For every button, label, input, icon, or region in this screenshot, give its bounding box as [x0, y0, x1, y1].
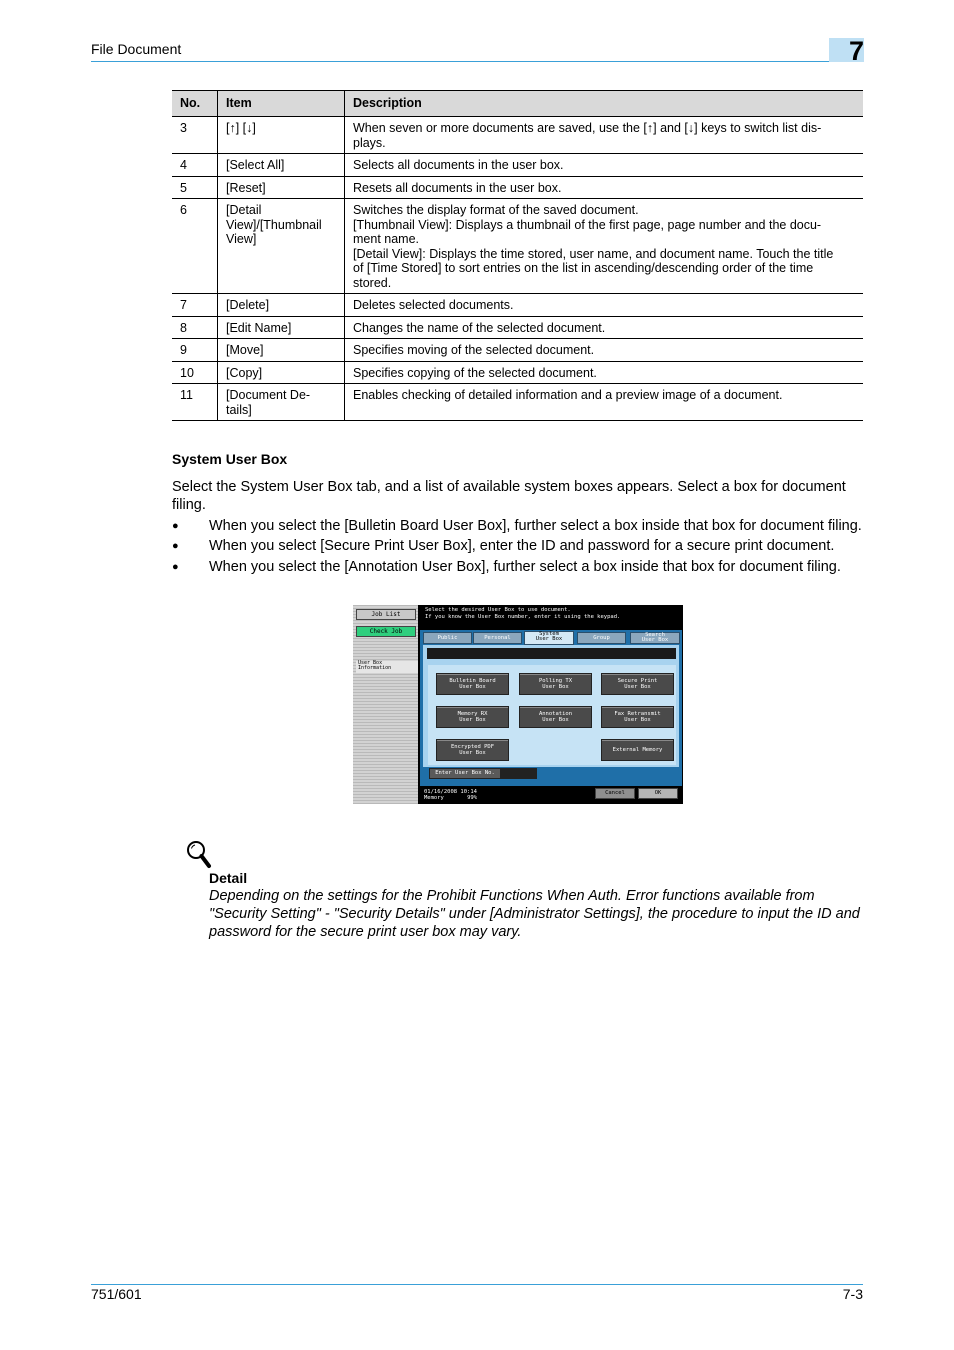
- cell-no: 9: [172, 339, 218, 362]
- cell-item: [Copy]: [218, 361, 345, 384]
- external-memory-button[interactable]: External Memory: [601, 739, 674, 761]
- screen-message: Select the desired User Box to use document. If you know the User Box number, enter it using the keypad.: [425, 607, 621, 620]
- cell-description: Changes the name of the selected document.: [345, 316, 864, 339]
- bullet-dot-icon: ●: [172, 561, 179, 573]
- table-row: [172, 339, 863, 362]
- cell-item: [Select All]: [218, 154, 345, 177]
- tab-search-user-box[interactable]: Search User Box: [630, 632, 680, 644]
- detail-text: Depending on the settings for the Prohibit Functions When Auth. Error functions available from "Security Setting" - "Security Details" under [Administrator Settings], the procedure to input the ID and password for the secure print user box may vary.: [209, 888, 860, 940]
- cell-item: [Document De- tails]: [218, 384, 345, 421]
- table-row: [172, 294, 863, 317]
- table-row: [172, 154, 863, 177]
- user-box-information-label: User Box Information: [358, 660, 392, 671]
- table-row: [172, 176, 863, 199]
- cell-item: [↑] [↓]: [218, 117, 345, 154]
- table-row: [172, 361, 863, 384]
- section-intro: Select the System User Box tab, and a list of available system boxes appears. Select a box for document filing.: [172, 479, 846, 513]
- bullet-dot-icon: ●: [172, 520, 179, 532]
- cell-description: Enables checking of detailed information and a preview image of a document.: [345, 384, 864, 421]
- box-panel-title-bar: [427, 648, 676, 659]
- cell-description: Resets all documents in the user box.: [345, 176, 864, 199]
- bullet-text: When you select the [Annotation User Box], further select a box inside that box for document filing.: [209, 559, 841, 575]
- memory-value: 99%: [467, 795, 477, 801]
- secure-print-user-box-button[interactable]: Secure Print User Box: [601, 673, 674, 695]
- magnifier-icon: [186, 840, 212, 870]
- table-body: [172, 117, 863, 421]
- cell-item: [Reset]: [218, 176, 345, 199]
- ok-button[interactable]: OK: [638, 788, 678, 799]
- footer-model: 751/601: [91, 1286, 142, 1302]
- table-row: [172, 316, 863, 339]
- bullet-dot-icon: ●: [172, 540, 179, 552]
- cell-description: When seven or more documents are saved, use the [↑] and [↓] keys to switch list dis- plays.: [345, 117, 864, 154]
- detail-title: Detail: [209, 870, 248, 886]
- cell-no: 6: [172, 199, 218, 294]
- tab-group[interactable]: Group: [577, 632, 626, 644]
- item-description-table: [172, 90, 863, 421]
- cell-no: 10: [172, 361, 218, 384]
- footer-page-number: 7-3: [842, 1286, 863, 1302]
- bulletin-board-user-box-button[interactable]: Bulletin Board User Box: [436, 673, 509, 695]
- table-row: [172, 117, 863, 154]
- job-list-button[interactable]: Job List: [356, 609, 416, 620]
- cell-description: Specifies copying of the selected document.: [345, 361, 864, 384]
- table-row: [172, 384, 863, 421]
- status-datetime: [424, 789, 477, 801]
- tab-personal[interactable]: Personal: [473, 632, 522, 644]
- bullet-text: When you select the [Bulletin Board User Box], further select a box inside that box for document filing.: [209, 518, 862, 534]
- cell-no: 11: [172, 384, 218, 421]
- user-box-number-field[interactable]: [501, 768, 537, 779]
- section-title: System User Box: [172, 451, 288, 467]
- running-header-title: File Document: [91, 41, 182, 57]
- cell-no: 8: [172, 316, 218, 339]
- cell-no: 5: [172, 176, 218, 199]
- memory-rx-user-box-button[interactable]: Memory RX User Box: [436, 706, 509, 728]
- cell-item: [Move]: [218, 339, 345, 362]
- cell-no: 3: [172, 117, 218, 154]
- user-box-information-button[interactable]: [356, 661, 418, 673]
- enter-user-box-number-button[interactable]: Enter User Box No.: [429, 768, 501, 779]
- cell-no: 7: [172, 294, 218, 317]
- column-header-no: No.: [172, 91, 218, 117]
- cell-description: Selects all documents in the user box.: [345, 154, 864, 177]
- datetime-text: 01/16/2008 10:14: [424, 789, 477, 795]
- cell-item: [Edit Name]: [218, 316, 345, 339]
- cell-description: Switches the display format of the saved document. [Thumbnail View]: Displays a thumbnail of the first page, page number and the docu- ment name. [Detail View]: Displays the time stored, user name, and document name. Touch the title of [Time Stored] to sort entries on the list in ascending/descending order of the time stored.: [345, 199, 864, 294]
- memory-label: Memory: [424, 795, 444, 801]
- polling-tx-user-box-button[interactable]: Polling TX User Box: [519, 673, 592, 695]
- column-header-item: Item: [218, 91, 345, 117]
- annotation-user-box-button[interactable]: Annotation User Box: [519, 706, 592, 728]
- column-header-description: Description: [345, 91, 864, 117]
- footer-rule: [91, 1284, 863, 1285]
- cancel-button[interactable]: Cancel: [595, 788, 635, 799]
- table-row: [172, 199, 863, 294]
- tab-public[interactable]: Public: [423, 632, 472, 644]
- encrypted-pdf-user-box-button[interactable]: Encrypted PDF User Box: [436, 739, 509, 761]
- chapter-number: 7: [848, 36, 864, 66]
- tab-system-user-box[interactable]: System User Box: [524, 631, 574, 645]
- cell-item: [Detail View]/[Thumbnail View]: [218, 199, 345, 294]
- header-rule: [91, 61, 863, 62]
- bullet-text: When you select [Secure Print User Box], enter the ID and password for a secure print document.: [209, 538, 835, 554]
- cell-no: 4: [172, 154, 218, 177]
- memory-row: [424, 795, 477, 801]
- cell-description: Specifies moving of the selected document.: [345, 339, 864, 362]
- fax-retransmit-user-box-button[interactable]: Fax Retransmit User Box: [601, 706, 674, 728]
- system-user-box-screen: [353, 605, 683, 804]
- cell-description: Deletes selected documents.: [345, 294, 864, 317]
- table-header-row: [172, 91, 863, 117]
- cell-item: [Delete]: [218, 294, 345, 317]
- check-job-button[interactable]: Check Job: [356, 626, 416, 637]
